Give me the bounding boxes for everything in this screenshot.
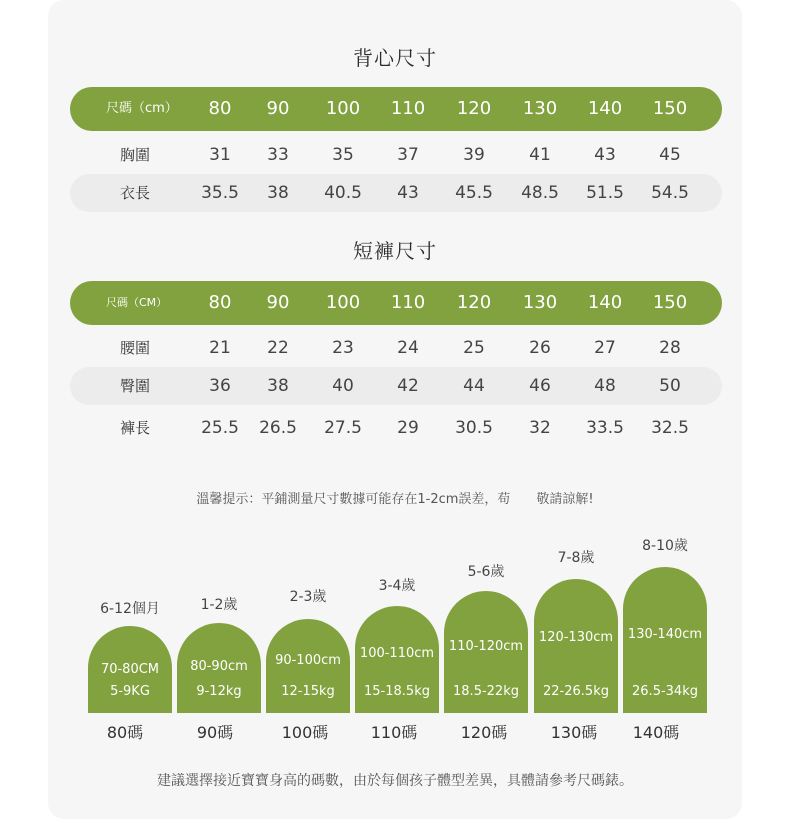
table-cell: 32 — [529, 418, 551, 438]
table-cell: 43 — [594, 145, 616, 165]
height-range: 130-140cm — [627, 627, 703, 642]
size-label: 110碼 — [370, 723, 418, 742]
table-cell: 48 — [594, 376, 616, 396]
size-label: 100碼 — [281, 723, 329, 742]
table-cell: 37 — [397, 145, 419, 165]
table-cell: 48.5 — [521, 183, 559, 203]
vest-size-cell: 100 — [325, 98, 361, 119]
size-dome — [623, 567, 707, 713]
table-cell: 50 — [659, 376, 681, 396]
table-cell: 43 — [397, 183, 419, 203]
shorts-header-bar — [70, 281, 722, 325]
table-cell: 25.5 — [201, 418, 239, 438]
table-cell: 51.5 — [586, 183, 624, 203]
table-cell: 38 — [267, 376, 289, 396]
shorts-size-cell: 90 — [266, 292, 290, 313]
table-cell: 35 — [332, 145, 354, 165]
weight-range: 26.5-34kg — [632, 684, 698, 699]
shorts-size-cell: 80 — [208, 292, 232, 313]
table-cell: 31 — [209, 145, 231, 165]
table-cell: 42 — [397, 376, 419, 396]
table-cell: 23 — [332, 338, 354, 358]
vest-title: 背心尺寸 — [353, 46, 437, 70]
table-cell: 27 — [594, 338, 616, 358]
row-label: 衣長 — [120, 184, 151, 202]
vest-size-label: 尺碼（cm） — [106, 101, 178, 116]
shorts-row-length — [70, 409, 722, 447]
table-cell: 29 — [397, 418, 419, 438]
size-label: 140碼 — [632, 723, 680, 742]
table-cell: 44 — [463, 376, 485, 396]
table-cell: 38 — [267, 183, 289, 203]
table-cell: 26 — [529, 338, 551, 358]
height-range: 100-110cm — [359, 646, 435, 661]
vest-header-bar — [70, 87, 722, 131]
shorts-row-hip — [70, 367, 722, 405]
height-range: 80-90cm — [190, 659, 248, 674]
age-label: 7-8歲 — [557, 550, 595, 566]
table-cell: 39 — [463, 145, 485, 165]
weight-range: 5-9KG — [110, 684, 150, 699]
table-cell: 46 — [529, 376, 551, 396]
row-label: 腰圍 — [120, 339, 151, 357]
table-cell: 22 — [267, 338, 289, 358]
weight-range: 9-12kg — [196, 684, 242, 699]
vest-size-cell: 90 — [266, 98, 290, 119]
shorts-title: 短褲尺寸 — [353, 239, 437, 263]
table-cell: 21 — [209, 338, 231, 358]
row-label: 胸圍 — [120, 146, 151, 164]
size-advice: 建議選擇接近寶寶身高的碼數，由於每個孩子體型差異，具體請參考尺碼錶。 — [157, 773, 633, 789]
table-cell: 33 — [267, 145, 289, 165]
height-range: 90-100cm — [275, 653, 341, 668]
height-range: 110-120cm — [448, 639, 524, 654]
size-label: 130碼 — [550, 723, 598, 742]
measurement-tip: 溫馨提示：平鋪測量尺寸數據可能存在1-2cm誤差，苟 敬請諒解! — [196, 492, 594, 507]
table-cell: 40 — [332, 376, 354, 396]
vest-size-cell: 120 — [456, 98, 492, 119]
table-cell: 36 — [209, 376, 231, 396]
age-label: 6-12個月 — [100, 601, 160, 617]
shorts-size-cell: 120 — [456, 292, 492, 313]
table-cell: 26.5 — [259, 418, 297, 438]
age-label: 5-6歲 — [467, 564, 505, 580]
size-dome — [444, 591, 528, 713]
vest-row-chest — [70, 136, 722, 174]
table-cell: 28 — [659, 338, 681, 358]
size-label: 80碼 — [106, 723, 144, 742]
table-cell: 41 — [529, 145, 551, 165]
row-label: 臀圍 — [120, 377, 151, 395]
weight-range: 15-18.5kg — [364, 684, 430, 699]
table-cell: 35.5 — [201, 183, 239, 203]
shorts-size-cell: 130 — [522, 292, 558, 313]
table-cell: 24 — [397, 338, 419, 358]
vest-size-cell: 140 — [587, 98, 623, 119]
table-cell: 25 — [463, 338, 485, 358]
table-cell: 45 — [659, 145, 681, 165]
vest-size-cell: 110 — [390, 98, 426, 119]
height-range: 120-130cm — [538, 630, 614, 645]
row-label: 褲長 — [120, 419, 151, 437]
table-cell: 40.5 — [324, 183, 362, 203]
shorts-size-cell: 150 — [652, 292, 688, 313]
size-label: 90碼 — [196, 723, 234, 742]
size-dome — [355, 606, 439, 713]
age-label: 3-4歲 — [378, 578, 416, 594]
shorts-size-cell: 100 — [325, 292, 361, 313]
age-label: 8-10歲 — [642, 538, 688, 554]
vest-row-length — [70, 174, 722, 212]
age-label: 2-3歲 — [289, 589, 327, 605]
weight-range: 12-15kg — [281, 684, 335, 699]
height-range: 70-80CM — [100, 662, 160, 677]
size-dome — [266, 619, 350, 713]
table-cell: 45.5 — [455, 183, 493, 203]
table-cell: 32.5 — [651, 418, 689, 438]
weight-range: 18.5-22kg — [453, 684, 519, 699]
table-cell: 33.5 — [586, 418, 624, 438]
vest-size-cell: 130 — [522, 98, 558, 119]
table-cell: 54.5 — [651, 183, 689, 203]
size-dome — [177, 623, 261, 713]
size-label: 120碼 — [460, 723, 508, 742]
age-label: 1-2歲 — [200, 597, 238, 613]
size-dome — [88, 626, 172, 713]
shorts-size-label: 尺碼（CM） — [106, 296, 168, 309]
vest-size-cell: 80 — [208, 98, 232, 119]
weight-range: 22-26.5kg — [543, 684, 609, 699]
table-cell: 30.5 — [455, 418, 493, 438]
shorts-size-cell: 110 — [390, 292, 426, 313]
shorts-size-cell: 140 — [587, 292, 623, 313]
size-dome — [534, 579, 618, 713]
shorts-row-waist — [70, 329, 722, 367]
table-cell: 27.5 — [324, 418, 362, 438]
vest-size-cell: 150 — [652, 98, 688, 119]
